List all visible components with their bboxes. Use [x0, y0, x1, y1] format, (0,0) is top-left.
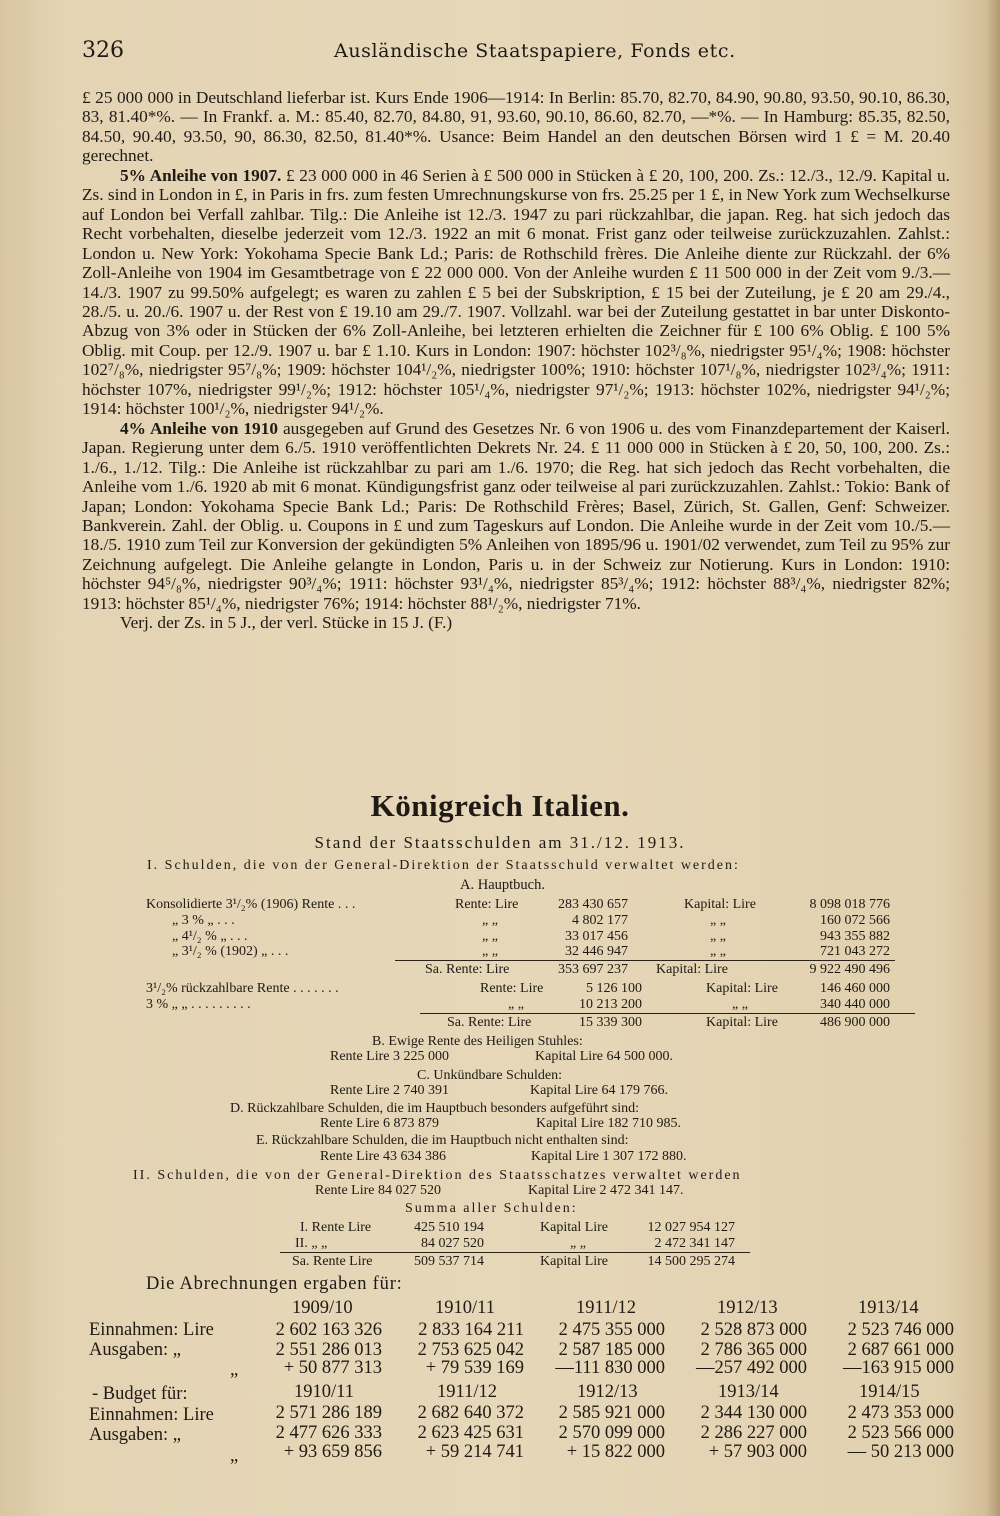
loan-1910-heading: 4% Anleihe von 1910 — [120, 418, 278, 438]
table-cell: —163 915 000 — [843, 1358, 954, 1378]
table-cell: + 15 822 000 — [566, 1442, 665, 1462]
section-b-heading: B. Ewige Rente des Heiligen Stuhles: — [372, 1034, 583, 1049]
table-row-rente-label: Rente: Lire — [480, 981, 544, 996]
table-cell: 2 344 130 000 — [700, 1403, 807, 1423]
page-number: 326 — [82, 38, 124, 63]
table-cell: 4 802 177 — [572, 913, 628, 928]
table-cell: 2 623 425 631 — [417, 1423, 524, 1443]
sum-kapital: 486 900 000 — [820, 1015, 890, 1030]
year-header: 1913/14 — [718, 1382, 779, 1402]
table-cell: 2 477 626 333 — [275, 1423, 382, 1443]
section-subtitle: Stand der Staatsschulden am 31./12. 1913. — [314, 833, 686, 852]
table-cell: 2 587 185 000 — [558, 1340, 665, 1360]
table-cell: 2 687 661 000 — [847, 1340, 954, 1360]
table-rule — [280, 1252, 750, 1253]
loan-1910-text: ausgegeben auf Grund des Gesetzes Nr. 6 von 1906 u. des vom Finanzdepartement der Kaiserl. Japan. Regierung unter dem 6./5. 1910 veröffentlichten Dekrets Nr. 24. £ 11 000 000 in Stücken à £ 20, 50, 100, 200. Zs.: 1./6., 1./12. Tilg.: Die Anleihe ist rückzahlbar zu pari am 1./6. 1970; die Reg. hat sich jedoch das Recht vorbehalten, die Anleihe vom 1./6. 1920 ab mit 6 monat. Kündigungsfrist ganz oder teilweise al pari zurückzuzahlen. Zahlst.: Tokio: Bank of Japan; London: Yokohama Specie Bank Ld.; Paris: De Rothschild Frères; Basel, Zürich, St. Gallen, Genf: Schweizer. Bankverein. Zahl. der Oblig. u. Coupons in £ und zum Tageskurs auf London. Die Anleihe wurde in der Zeit vom 10./5.—18./5. 1910 zum Teil zur Konversion der gekündigten 5% Anleihen von 1895/96 u. 1901/02 verwendet, zum Teil zu 95% zur Zeichnung aufgelegt. Die Anleihe gelangte in London, Paris u. in der Schweiz zur Notierung. Kurs in London: 1910: höchster 94⁵/₈%, niedrigster 90³/₄%; 1911: höchster 93¹/₄%, niedrigster 85³/₄%; 1912: höchster 88³/₄%, niedrigster 82%; 1913: höchster 85¹/₄%, niedrigster 76%; 1914: höchster 88¹/₂%, niedrigster 71%. — [82, 418, 950, 613]
table-cell: 8 098 018 776 — [809, 897, 890, 912]
summa-row-2-kapital-label: „ „ — [570, 1236, 586, 1251]
table-cell: 2 570 099 000 — [558, 1423, 665, 1443]
table-rule — [420, 1013, 915, 1014]
table-cell: 2 475 355 000 — [558, 1320, 665, 1340]
sum-kapital-label: Kapital: Lire — [706, 1015, 778, 1030]
table-row-kapital-label: Kapital: Lire — [706, 981, 778, 996]
part2-rente: Rente Lire 84 027 520 — [315, 1183, 441, 1198]
table-row: 3 % „ „ . . . . . . . . . — [146, 997, 251, 1012]
sum-rente: 353 697 237 — [558, 962, 628, 977]
table-cell: 2 585 921 000 — [558, 1403, 665, 1423]
year-header: 1910/11 — [435, 1298, 495, 1318]
table-cell: —111 830 000 — [555, 1358, 665, 1378]
table-cell: 2 571 286 189 — [275, 1403, 382, 1423]
section-e-rente: Rente Lire 43 634 386 — [320, 1149, 446, 1164]
table-cell: + 57 903 000 — [708, 1442, 807, 1462]
table-cell: 721 043 272 — [820, 944, 890, 959]
section-c-kapital: Kapital Lire 64 179 766. — [530, 1083, 669, 1098]
row-label: Einnahmen: Lire — [89, 1320, 214, 1340]
summa-heading: Summa aller Schulden: — [405, 1201, 578, 1216]
table-row-rente-label: Rente: Lire — [455, 897, 519, 912]
table-row: Konsolidierte 3¹/₂% (1906) Rente . . . — [146, 897, 356, 912]
row-label: „ — [230, 1360, 239, 1380]
table-cell: 2 833 164 211 — [418, 1320, 524, 1340]
hauptbuch-heading: A. Hauptbuch. — [460, 877, 545, 893]
table-row-kapital-label: Kapital: Lire — [684, 897, 756, 912]
summa-total-rente: 509 537 714 — [414, 1254, 484, 1269]
table-cell: 2 523 746 000 — [847, 1320, 954, 1340]
paragraph-3 — [82, 419, 950, 614]
year-header: 1912/13 — [577, 1382, 638, 1402]
section-d-kapital: Kapital Lire 182 710 985. — [536, 1116, 682, 1131]
table-cell: 2 753 625 042 — [417, 1340, 524, 1360]
summa-row-1-rente: 425 510 194 — [414, 1220, 484, 1235]
summa-total-label: Sa. Rente Lire — [292, 1254, 373, 1269]
summa-total-kapital-label: Kapital Lire — [540, 1254, 609, 1269]
summa-row-1-label: I. Rente Lire — [300, 1220, 372, 1235]
table-cell: 2 551 286 013 — [275, 1340, 382, 1360]
year-header: 1910/11 — [294, 1382, 354, 1402]
row-label: Einnahmen: Lire — [89, 1405, 214, 1425]
table-cell: 2 286 227 000 — [700, 1423, 807, 1443]
table-cell: 10 213 200 — [579, 997, 642, 1012]
table-cell: 33 017 456 — [565, 929, 628, 944]
loan-1907-heading: 5% Anleihe von 1907. — [120, 165, 282, 185]
row-label: „ — [230, 1446, 239, 1466]
table-cell: 943 355 882 — [820, 929, 890, 944]
summa-row-2-kapital: 2 472 341 147 — [654, 1236, 735, 1251]
sum-kapital: 9 922 490 496 — [809, 962, 890, 977]
table-cell: 2 602 163 326 — [275, 1320, 382, 1340]
table-row-rente-label: „ „ — [482, 944, 498, 959]
year-header: 1914/15 — [859, 1382, 920, 1402]
section-d-rente: Rente Lire 6 873 879 — [320, 1116, 439, 1131]
sum-label: Sa. Rente: Lire — [425, 962, 510, 977]
section-c-heading: C. Unkündbare Schulden: — [417, 1068, 563, 1083]
summa-row-2-label: II. „ „ — [295, 1236, 328, 1251]
table-row: „ 3¹/₂ % (1902) „ . . . — [172, 944, 289, 959]
summa-total-kapital: 14 500 295 274 — [647, 1254, 735, 1269]
part2-heading: II. Schulden, die von der General-Direktion des Staatsschatzes verwaltet werden — [133, 1168, 742, 1183]
table-row-rente-label: „ „ — [508, 997, 524, 1012]
summa-row-1-kapital: 12 027 954 127 — [647, 1220, 735, 1235]
running-title: Ausländische Staatspapiere, Fonds etc. — [334, 40, 736, 62]
sum-label: Sa. Rente: Lire — [447, 1015, 532, 1030]
table-cell: 2 682 640 372 — [417, 1403, 524, 1423]
part1-heading: I. Schulden, die von der General-Direktion der Staatsschuld verwaltet werden: — [147, 858, 740, 873]
table-cell: + 79 539 169 — [425, 1358, 524, 1378]
sum-rente: 15 339 300 — [579, 1015, 642, 1030]
year-header: 1913/14 — [858, 1298, 919, 1318]
table-row: „ 4¹/₂ % „ . . . — [172, 929, 248, 944]
table-cell: 2 473 353 000 — [847, 1403, 954, 1423]
section-b-rente: Rente Lire 3 225 000 — [330, 1049, 449, 1064]
summa-row-1-kapital-label: Kapital Lire — [540, 1220, 609, 1235]
table-row-kapital-label: „ „ — [710, 929, 726, 944]
table-cell: + 59 214 741 — [425, 1442, 524, 1462]
table-row-kapital-label: „ „ — [732, 997, 748, 1012]
abrechnungen-heading: Die Abrechnungen ergaben für: — [146, 1274, 403, 1294]
table-row-rente-label: „ „ — [482, 929, 498, 944]
table-cell: 2 786 365 000 — [700, 1340, 807, 1360]
section-e-heading: E. Rückzahlbare Schulden, die im Hauptbuch nicht enthalten sind: — [256, 1133, 629, 1148]
part2-kapital: Kapital Lire 2 472 341 147. — [528, 1183, 684, 1198]
section-d-heading: D. Rückzahlbare Schulden, die im Hauptbuch besonders aufgeführt sind: — [230, 1101, 640, 1116]
table-row: „ 3 % „ . . . — [172, 913, 235, 928]
summa-row-2-rente: 84 027 520 — [421, 1236, 484, 1251]
section-e-kapital: Kapital Lire 1 307 172 880. — [531, 1149, 687, 1164]
table-cell: 340 440 000 — [820, 997, 890, 1012]
budget-heading: - Budget für: — [92, 1384, 188, 1404]
table-row-rente-label: „ „ — [482, 913, 498, 928]
paragraph-2 — [82, 166, 950, 419]
table-cell: 283 430 657 — [558, 897, 628, 912]
article-body — [82, 88, 950, 633]
section-title: Königreich Italien. — [370, 788, 630, 823]
table-rule — [395, 960, 895, 961]
sum-kapital-label: Kapital: Lire — [656, 962, 728, 977]
table-cell: 5 126 100 — [586, 981, 642, 996]
section-b-kapital: Kapital Lire 64 500 000. — [535, 1049, 674, 1064]
table-row: 3¹/₂% rückzahlbare Rente . . . . . . . — [146, 981, 339, 996]
table-cell: 32 446 947 — [565, 944, 628, 959]
table-cell: 2 523 566 000 — [847, 1423, 954, 1443]
paragraph-4: Verj. der Zs. in 5 J., der verl. Stücke in 15 J. (F.) — [120, 613, 453, 633]
section-c-rente: Rente Lire 2 740 391 — [330, 1083, 449, 1098]
table-cell: 2 528 873 000 — [700, 1320, 807, 1340]
table-row-kapital-label: „ „ — [710, 913, 726, 928]
row-label: Ausgaben: „ — [89, 1340, 181, 1360]
loan-1907-text: £ 23 000 000 in 46 Serien à £ 500 000 in Stücken à £ 20, 100, 200. Zs.: 12./3., 12./9. Kapital u. Zs. sind in London in £, in Paris in frs. zum festen Umrechnungskurse von frs. 25.25 per 1 £, in New York zum Wechselkurse auf London bei Verfall zahlbar. Tilg.: Die Anleihe ist 12./3. 1947 zu pari rückzahlbar, die japan. Reg. hat sich jedoch das Recht vorbehalten, dieselbe jederzeit vom 12./3. 1922 an mit 6 monat. Frist ganz oder teilweise zurückzuzahlen. Zahlst.: London u. New York: Yokohama Specie Bank Ld.; Paris: de Rothschild frères. Die Anleihe diente zur Rückzahl. der 6% Zoll-Anleihe von 1904 im Gesamtbetrage von £ 22 000 000. Von der Anleihe wurden £ 11 500 000 in der Zeit vom 9./3.—14./3. 1907 zu 99.50% aufgelegt; es waren zu zahlen £ 5 bei der Subskription, £ 15 bei der Zuteilung, je £ 20 am 29./4., 28./5. u. 20./6. 1907 u. der Rest von £ 19.10 am 29./7. 1907. Vollzahl. war bei der Zuteilung gestattet in bar unter Diskonto-Abzug von 3% oder in Stücken der 6% Zoll-Anleihe, bei letzteren erhielten die Zeichner für £ 100 6% Oblig. £ 100 5% Oblig. mit Coup. per 12./9. 1907 u. bar £ 1.10. Kurs in London: 1907: höchster 102³/₈%, niedrigster 95¹/₄%; 1908: höchster 102⁷/₈%, niedrigster 95⁷/₈%; 1909: höchster 104¹/₂%, niedrigster 100%; 1910: höchster 107¹/₈%, niedrigster 102³/₄%; 1911: höchster 107%, niedrigster 99¹/₂%; 1912: höchster 105¹/₄%, niedrigster 97¹/₂%; 1913: höchster 102%, niedrigster 94¹/₂%; 1914: höchster 100¹/₂%, niedrigster 94¹/₂%. — [82, 165, 950, 419]
page-edge-shadow — [986, 0, 1000, 1516]
table-row-kapital-label: „ „ — [710, 944, 726, 959]
year-header: 1911/12 — [437, 1382, 497, 1402]
year-header: 1909/10 — [292, 1298, 353, 1318]
page-header — [82, 38, 940, 70]
table-cell: + 93 659 856 — [283, 1442, 382, 1462]
table-cell: + 50 877 313 — [283, 1358, 382, 1378]
table-cell: 146 460 000 — [820, 981, 890, 996]
row-label: Ausgaben: „ — [89, 1425, 181, 1445]
paragraph-1: £ 25 000 000 in Deutschland lieferbar ist. Kurs Ende 1906—1914: In Berlin: 85.70, 82.70, 84.90, 90.80, 93.50, 90.10, 86.30, 83, 81.40*%. — In Frankf. a. M.: 85.40, 82.70, 84.80, 91, 93.60, 90.10, 86.60, 82.70, —*%. — In Hamburg: 85.35, 82.50, 84.50, 90.40, 93.50, 90, 86.30, 82.50, 81.40*%. Usance: Beim Handel an den deutschen Börsen wird 1 £ = M. 20.40 gerechnet. — [82, 88, 950, 166]
table-cell: — 50 213 000 — [847, 1442, 954, 1462]
table-cell: —257 492 000 — [696, 1358, 807, 1378]
year-header: 1912/13 — [717, 1298, 778, 1318]
year-header: 1911/12 — [576, 1298, 636, 1318]
table-cell: 160 072 566 — [820, 913, 890, 928]
